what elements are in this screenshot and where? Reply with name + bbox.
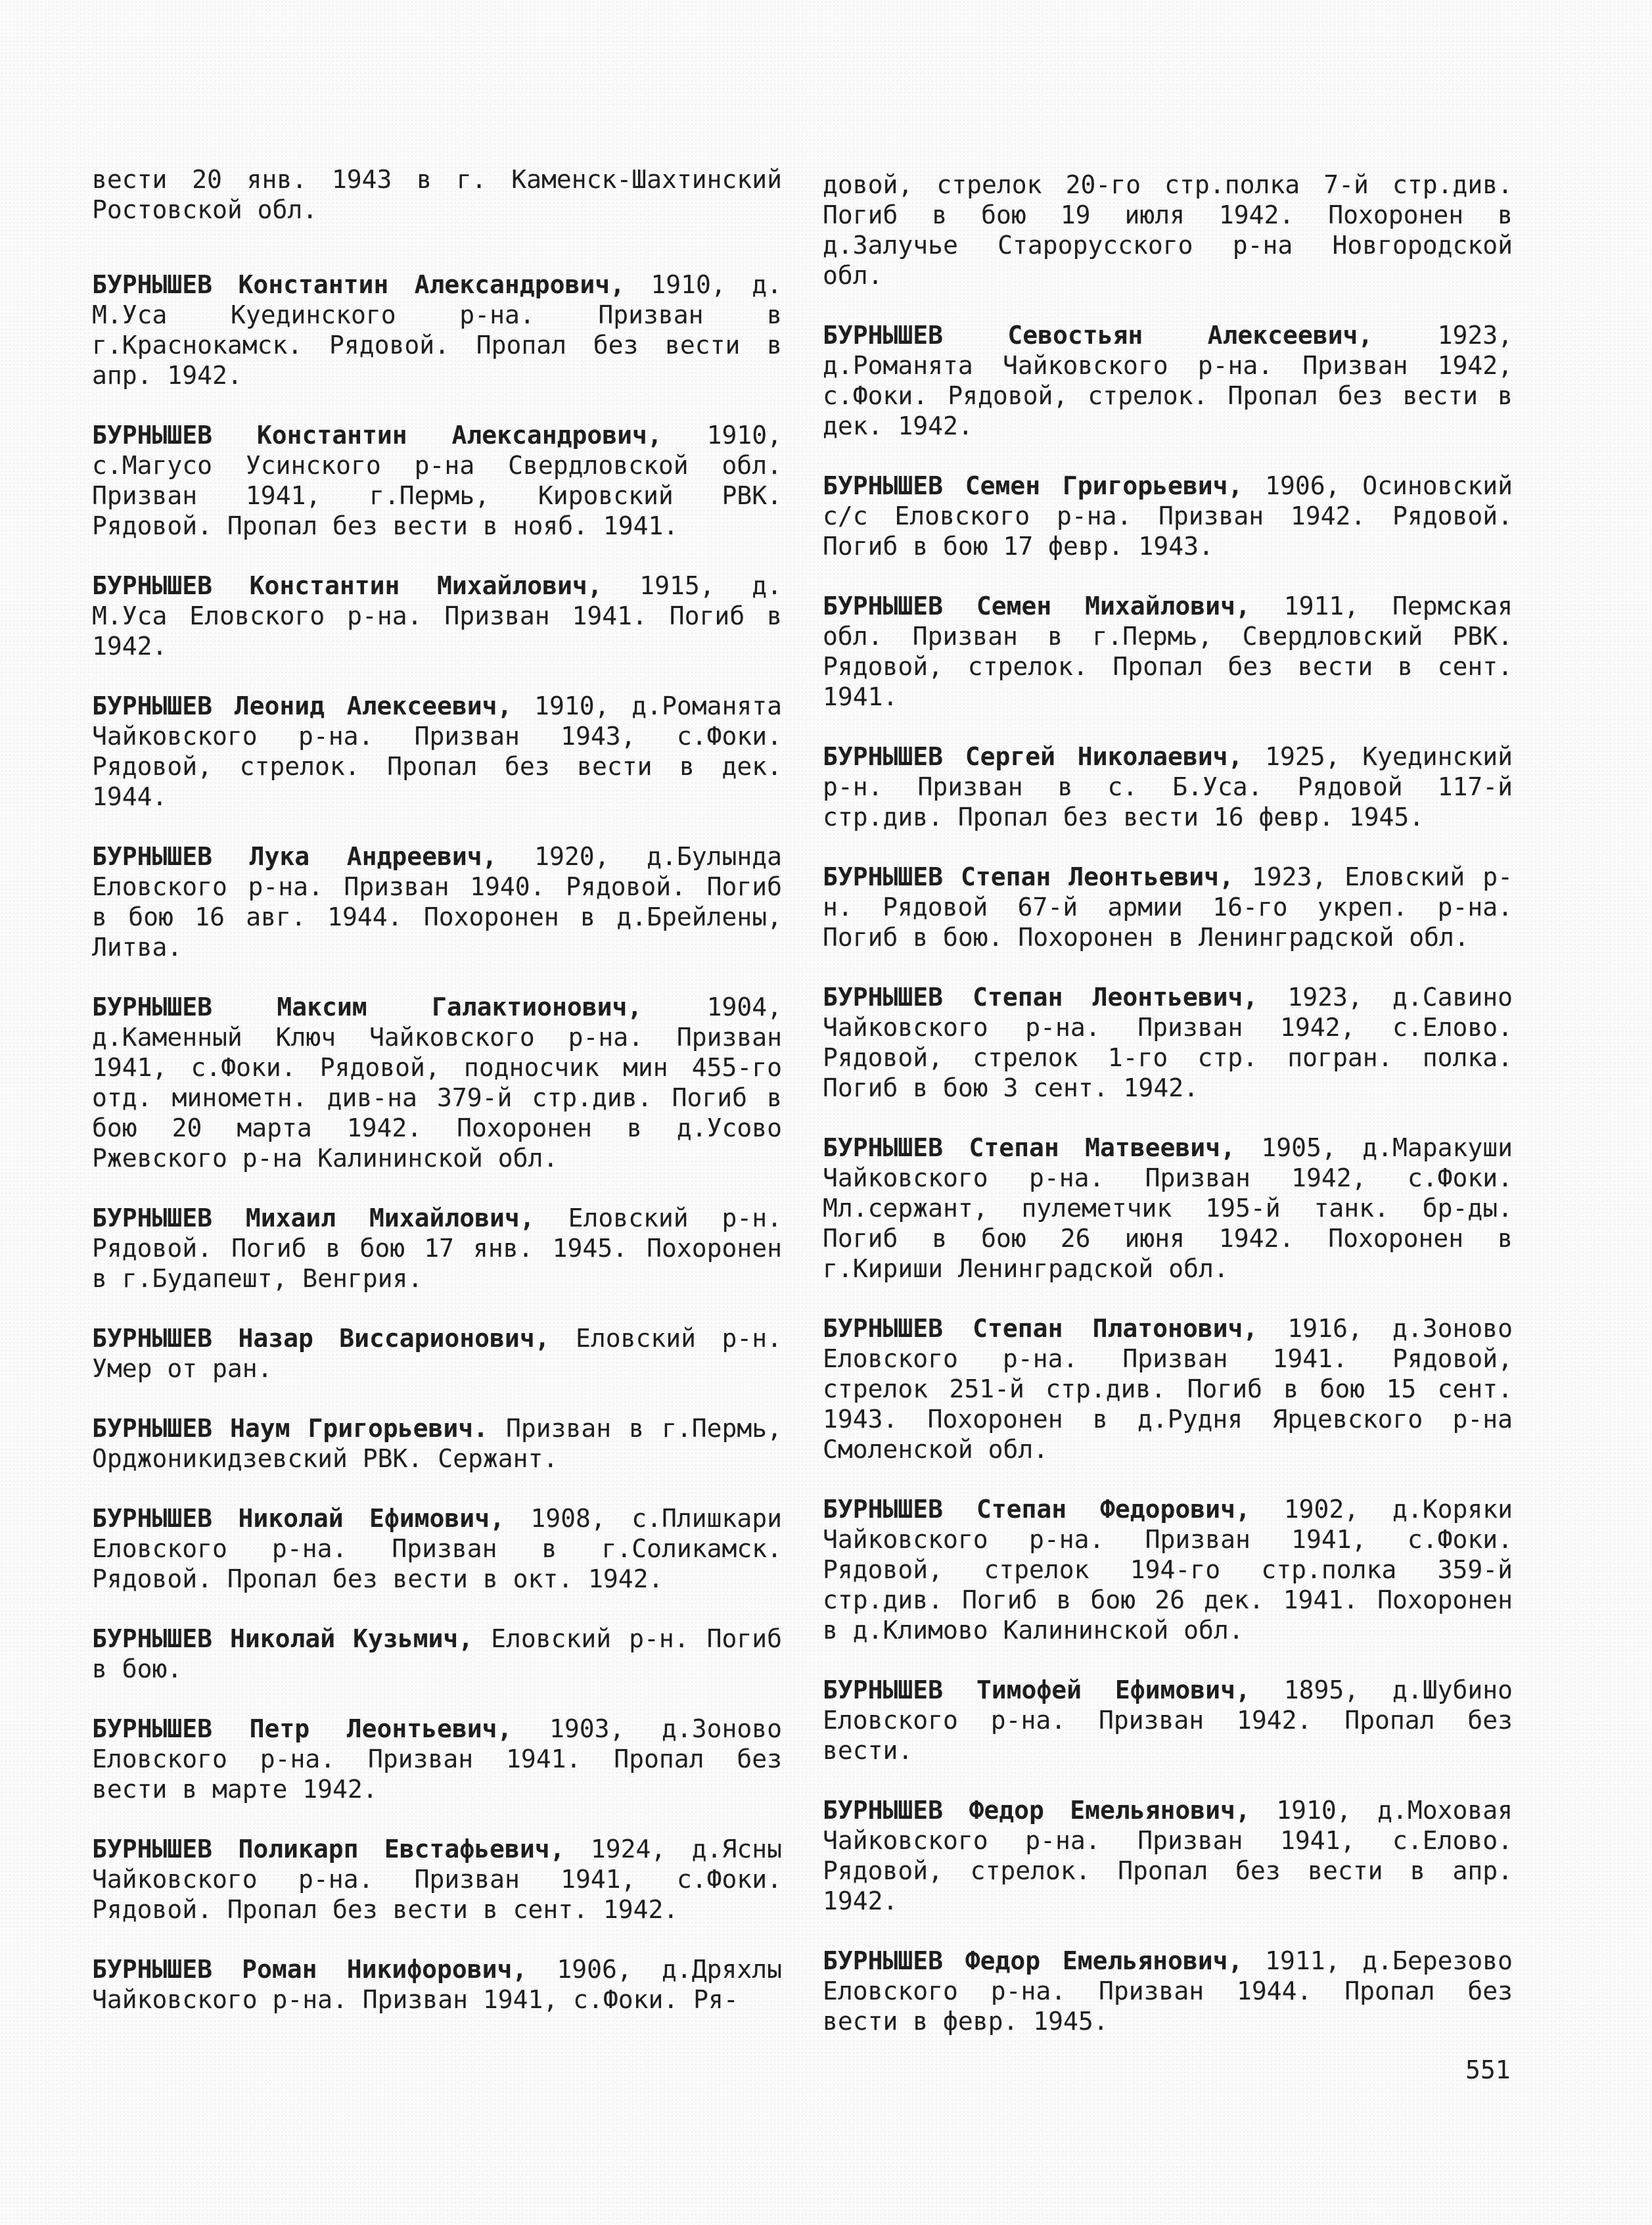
entry [92, 1413, 782, 1474]
entry [92, 1323, 782, 1384]
entry [823, 471, 1513, 561]
entry-text: 1895, д.Шубино Еловского р-на. Призван 1942. Пропал без вести. [823, 1675, 1513, 1765]
entry [823, 320, 1513, 441]
entry-text: 1905, д.Маракуши Чайковского р-на. Призван 1942, с.Фоки. Мл.сержант, пулеметчик 195-й танк. бр-ды. Погиб в бою 26 июня 1942. Похоронен в г.Кириши Ленинградской обл. [823, 1133, 1513, 1283]
entry-name: БУРНЫШЕВ Петр Леонтьевич, [92, 1714, 513, 1743]
entry-name: БУРНЫШЕВ Константин Михайлович, [92, 571, 603, 600]
entry-name: БУРНЫШЕВ Николай Ефимович, [92, 1504, 505, 1533]
entry [823, 591, 1513, 712]
entry-text: довой, стрелок 20-го стр.полка 7-й стр.див. Погиб в бою 19 июля 1942. Похоронен в д.Залучье Старорусского р-на Новгородской обл. [823, 170, 1513, 290]
entry-name: БУРНЫШЕВ Степан Леонтьевич, [823, 983, 1258, 1012]
entry-text: 1916, д.Зоново Еловского р-на. Призван 1941. Рядовой, стрелок 251-й стр.див. Погиб в бою 15 сент. 1943. Похоронен в д.Рудня Ярцевского р-на Смоленской обл. [823, 1314, 1513, 1464]
entry-name: БУРНЫШЕВ Поликарп Евстафьевич, [92, 1835, 565, 1863]
entry-text: 1906, Осиновский с/с Еловского р-на. Призван 1942. Рядовой. Погиб в бою 17 февр. 1943. [823, 471, 1513, 561]
entry-name: БУРНЫШЕВ Федор Емельянович, [823, 1946, 1243, 1975]
entry-name: БУРНЫШЕВ Михаил Михайлович, [92, 1204, 535, 1232]
entry-name: БУРНЫШЕВ Тимофей Ефимович, [823, 1675, 1250, 1704]
entry-text: 1910, д.Моховая Чайковского р-на. Призван 1941, с.Елово. Рядовой, стрелок. Пропал без вести в апр. 1942. [823, 1796, 1513, 1915]
entry-name: БУРНЫШЕВ Константин Александрович, [92, 421, 662, 450]
entry [92, 571, 782, 661]
entry-name: БУРНЫШЕВ Семен Григорьевич, [823, 471, 1243, 500]
entry-name: БУРНЫШЕВ Степан Платонович, [823, 1314, 1258, 1343]
entry-text: 1923, д.Романята Чайковского р-на. Призван 1942, с.Фоки. Рядовой, стрелок. Пропал без вести в дек. 1942. [823, 321, 1513, 440]
entry-name: БУРНЫШЕВ Семен Михайлович, [823, 592, 1250, 621]
entry [823, 1494, 1513, 1645]
entry-text: 1902, д.Коряки Чайковского р-на. Призван 1941, с.Фоки. Рядовой, стрелок 194-го стр.полка 359-й стр.див. Погиб в бою 26 дек. 1941. Похоронен в д.Климово Калининской обл. [823, 1495, 1513, 1645]
entry-text: Еловский р-н. Рядовой. Погиб в бою 17 янв. 1945. Похоронен в г.Будапешт, Венгрия. [92, 1204, 782, 1293]
entry [92, 1503, 782, 1594]
entry [823, 1133, 1513, 1284]
entry-text: 1908, с.Плишкари Еловского р-на. Призван в г.Соликамск. Рядовой. Пропал без вести в окт. 1942. [92, 1504, 782, 1593]
entry [92, 1954, 782, 2015]
entry [823, 862, 1513, 952]
entry-text: 1910, д.Романята Чайковского р-на. Призван 1943, с.Фоки. Рядовой, стрелок. Пропал без вести в дек. 1944. [92, 691, 782, 811]
entry-text: 1903, д.Зоново Еловского р-на. Призван 1941. Пропал без вести в марте 1942. [92, 1714, 782, 1804]
entry-text: Еловский р-н. Умер от ран. [92, 1324, 782, 1383]
entry-text: Призван в г.Пермь, Орджоникидзевский РВК. Сержант. [92, 1414, 782, 1473]
entry-name: БУРНЫШЕВ Степан Матвеевич, [823, 1133, 1235, 1162]
entry [823, 1313, 1513, 1464]
entry [92, 992, 782, 1173]
entry-text: Еловский р-н. Погиб в бою. [92, 1624, 782, 1683]
entry-text: 1924, д.Ясны Чайковского р-на. Призван 1941, с.Фоки. Рядовой. Пропал без вести в сент. 1942. [92, 1835, 782, 1924]
entry [823, 741, 1513, 832]
entry [823, 1675, 1513, 1766]
page-number: 551 [1465, 2055, 1511, 2084]
entry-name: БУРНЫШЕВ Степан Леонтьевич, [823, 862, 1234, 891]
entry [92, 1834, 782, 1925]
entry [823, 1795, 1513, 1916]
entry-text: 1910, д. М.Уса Куединского р-на. Призван в г.Краснокамск. Рядовой. Пропал без вести в апр. 1942. [92, 270, 782, 390]
entry [92, 1714, 782, 1804]
entry-name: БУРНЫШЕВ Леонид Алексеевич, [92, 691, 513, 720]
entry-name: БУРНЫШЕВ Наум Григорьевич. [92, 1414, 489, 1443]
entry-text: 1911, Пермская обл. Призван в г.Пермь, Свердловский РВК. Рядовой, стрелок. Пропал без вести в сент. 1941. [823, 592, 1513, 711]
entry-continuation [92, 164, 782, 225]
entry [92, 691, 782, 812]
entry-continuation [823, 170, 1513, 291]
entry-text: 1925, Куединский р-н. Призван в с. Б.Уса. Рядовой 117-й стр.див. Пропал без вести 16 февр. 1945. [823, 742, 1513, 831]
entry [92, 269, 782, 390]
left-column [92, 164, 782, 2044]
entry [823, 982, 1513, 1103]
entry [92, 1203, 782, 1294]
entry-text: 1923, Еловский р-н. Рядовой 67-й армии 16-го укреп. р-на. Погиб в бою. Похоронен в Ленинградской обл. [823, 862, 1513, 952]
entry-name: БУРНЫШЕВ Лука Андреевич, [92, 842, 497, 871]
entry-name: БУРНЫШЕВ Назар Виссарионович, [92, 1324, 550, 1353]
entry-text: 1906, д.Дряхлы Чайковского р-на. Призван 1941, с.Фоки. Ря- [92, 1955, 782, 2014]
entry-text: 1920, д.Булында Еловского р-на. Призван 1940. Рядовой. Погиб в бою 16 авг. 1944. Похоронен в д.Брейлены, Литва. [92, 842, 782, 962]
entry-name: БУРНЫШЕВ Константин Александрович, [92, 270, 625, 299]
entry-name: БУРНЫШЕВ Федор Емельянович, [823, 1796, 1250, 1825]
entry-name: БУРНЫШЕВ Роман Никифорович, [92, 1955, 528, 1984]
entry-name: БУРНЫШЕВ Сергей Николаевич, [823, 742, 1243, 771]
entry-text: 1915, д. М.Уса Еловского р-на. Призван 1941. Погиб в 1942. [92, 571, 782, 661]
entry [92, 1624, 782, 1684]
entry-name: БУРНЫШЕВ Степан Федорович, [823, 1495, 1250, 1524]
entry [92, 420, 782, 541]
entry [823, 1946, 1513, 2036]
entry-text: вести 20 янв. 1943 в г. Каменск-Шахтинский Ростовской обл. [92, 165, 782, 224]
entry-text: 1904, д.Каменный Ключ Чайковского р-на. Призван 1941, с.Фоки. Рядовой, подносчик мин 455-го отд. минометн. див-на 379-й стр.див. Погиб в бою 20 марта 1942. Похоронен в д.Усово Ржевского р-на Калининской обл. [92, 993, 782, 1173]
right-column [823, 170, 1513, 2066]
entry-text: 1923, д.Савино Чайковского р-на. Призван 1942, с.Елово. Рядовой, стрелок 1-го стр. погран. полка. Погиб в бою 3 сент. 1942. [823, 983, 1513, 1102]
entry-text: 1911, д.Березово Еловского р-на. Призван 1944. Пропал без вести в февр. 1945. [823, 1946, 1513, 2036]
entry [92, 841, 782, 962]
entry-name: БУРНЫШЕВ Севостьян Алексеевич, [823, 321, 1373, 350]
entry-name: БУРНЫШЕВ Николай Кузьмич, [92, 1624, 474, 1653]
entry-name: БУРНЫШЕВ Максим Галактионович, [92, 993, 643, 1021]
entry-text: 1910, с.Магусо Усинского р-на Свердловской обл. Призван 1941, г.Пермь, Кировский РВК. Рядовой. Пропал без вести в нояб. 1941. [92, 421, 782, 540]
